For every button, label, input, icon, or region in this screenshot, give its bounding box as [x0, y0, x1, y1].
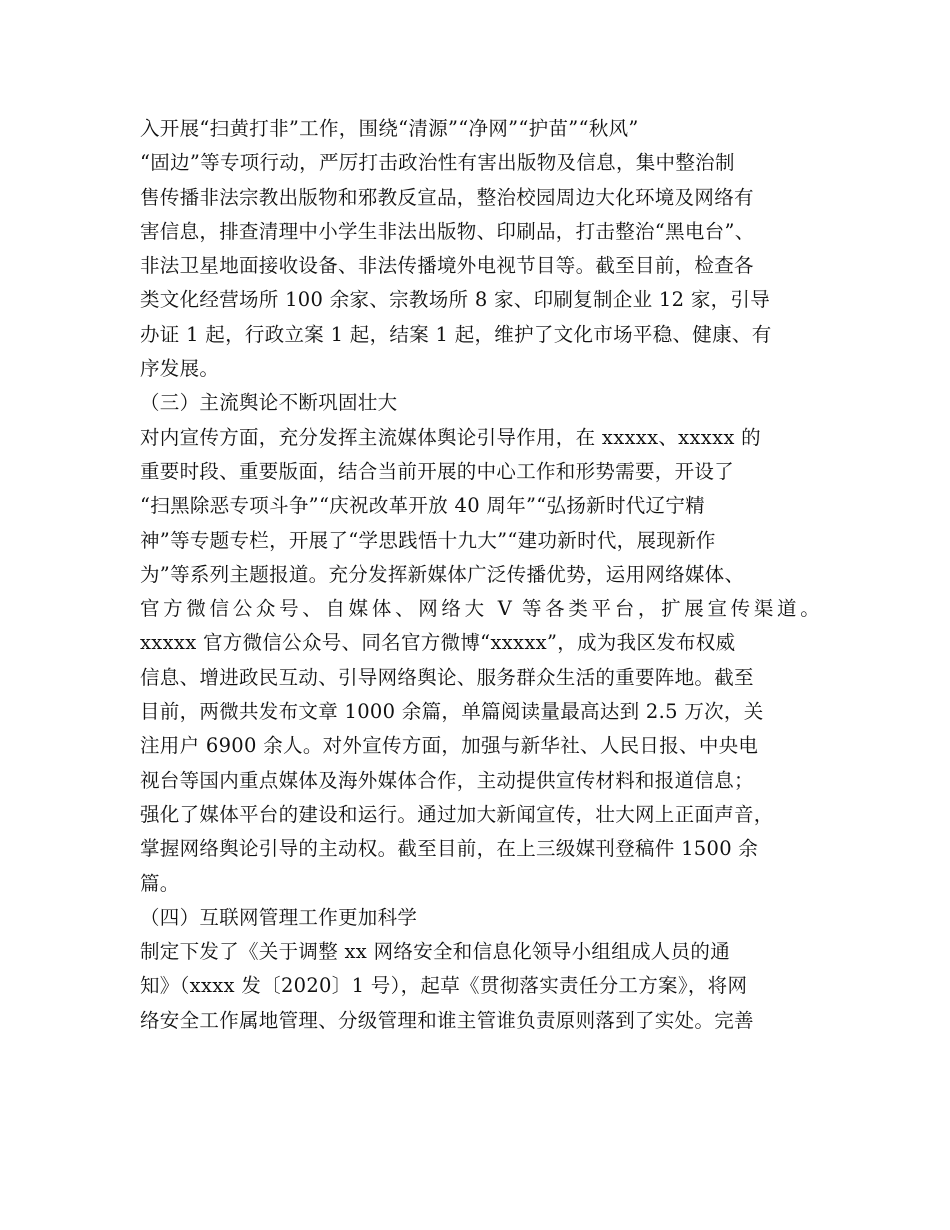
text-line: 序发展。 [140, 357, 220, 381]
text-line: 类文化经营场所 100 余家、宗教场所 8 家、印刷复制企业 12 家，引导 [140, 288, 771, 312]
text-line: 官方微信公众号、自媒体、网络大 V 等各类平台，扩展宣传渠道。 [140, 597, 820, 621]
text-line: “固边”等专项行动，严厉打击政治性有害出版物及信息，集中整治制 [140, 151, 735, 175]
text-line: 注用户 6900 余人。对外宣传方面，加强与新华社、人民日报、中央电 [140, 734, 759, 758]
text-line: （四）互联网管理工作更加科学 [140, 905, 418, 929]
text-line: 神”等专题专栏，开展了“学思践悟十九大”“建功新时代，展现新作 [140, 528, 716, 552]
text-line: 强化了媒体平台的建设和运行。通过加大新闻宣传，壮大网上正面声音， [140, 802, 774, 826]
text-line: 视台等国内重点媒体及海外媒体合作，主动提供宣传材料和报道信息； [140, 768, 754, 792]
text-line: 办证 1 起，行政立案 1 起，结案 1 起，维护了文化市场平稳、健康、有 [140, 322, 772, 346]
text-line: 为”等系列主题报道。充分发挥新媒体广泛传播优势，运用网络媒体、 [140, 562, 745, 586]
text-line: xxxxx 官方微信公众号、同名官方微博“xxxxx”，成为我区发布权威 [140, 631, 736, 655]
text-line: （三）主流舆论不断巩固壮大 [140, 391, 398, 415]
text-line: 信息、增进政民互动、引导网络舆论、服务群众生活的重要阵地。截至 [140, 665, 754, 689]
text-line: 制定下发了《关于调整 xx 网络安全和信息化领导小组组成人员的通 [140, 940, 730, 964]
text-line: 掌握网络舆论引导的主动权。截至目前，在上三级媒刊登稿件 1500 余 [140, 837, 759, 861]
document-body [140, 112, 820, 1038]
text-line: “扫黑除恶专项斗争”“庆祝改革开放 40 周年”“弘扬新时代辽宁精 [140, 494, 705, 518]
text-line: 目前，两微共发布文章 1000 余篇，单篇阅读量最高达到 2.5 万次，关 [140, 700, 764, 724]
text-line: 售传播非法宗教出版物和邪教反宣品，整治校园周边大化环境及网络有 [140, 185, 754, 209]
text-line: 入开展“扫黄打非”工作，围绕“清源”“净网”“护苗”“秋风” [140, 117, 639, 140]
text-line: 对内宣传方面，充分发挥主流媒体舆论引导作用，在 xxxxx、xxxxx 的 [140, 425, 761, 449]
text-line: 重要时段、重要版面，结合当前开展的中心工作和形势需要，开设了 [140, 459, 735, 483]
text-line: 络安全工作属地管理、分级管理和谁主管谁负责原则落到了实处。完善 [140, 1008, 754, 1032]
text-line: 知》（xxxx 发〔2020〕1 号），起草《贯彻落实责任分工方案》，将网 [140, 974, 748, 998]
text-line: 篇。 [140, 871, 180, 895]
text-line: 害信息，排查清理中小学生非法出版物、印刷品，打击整治“黑电台”、 [140, 219, 755, 243]
text-line: 非法卫星地面接收设备、非法传播境外电视节目等。截至目前，检查各 [140, 254, 754, 278]
